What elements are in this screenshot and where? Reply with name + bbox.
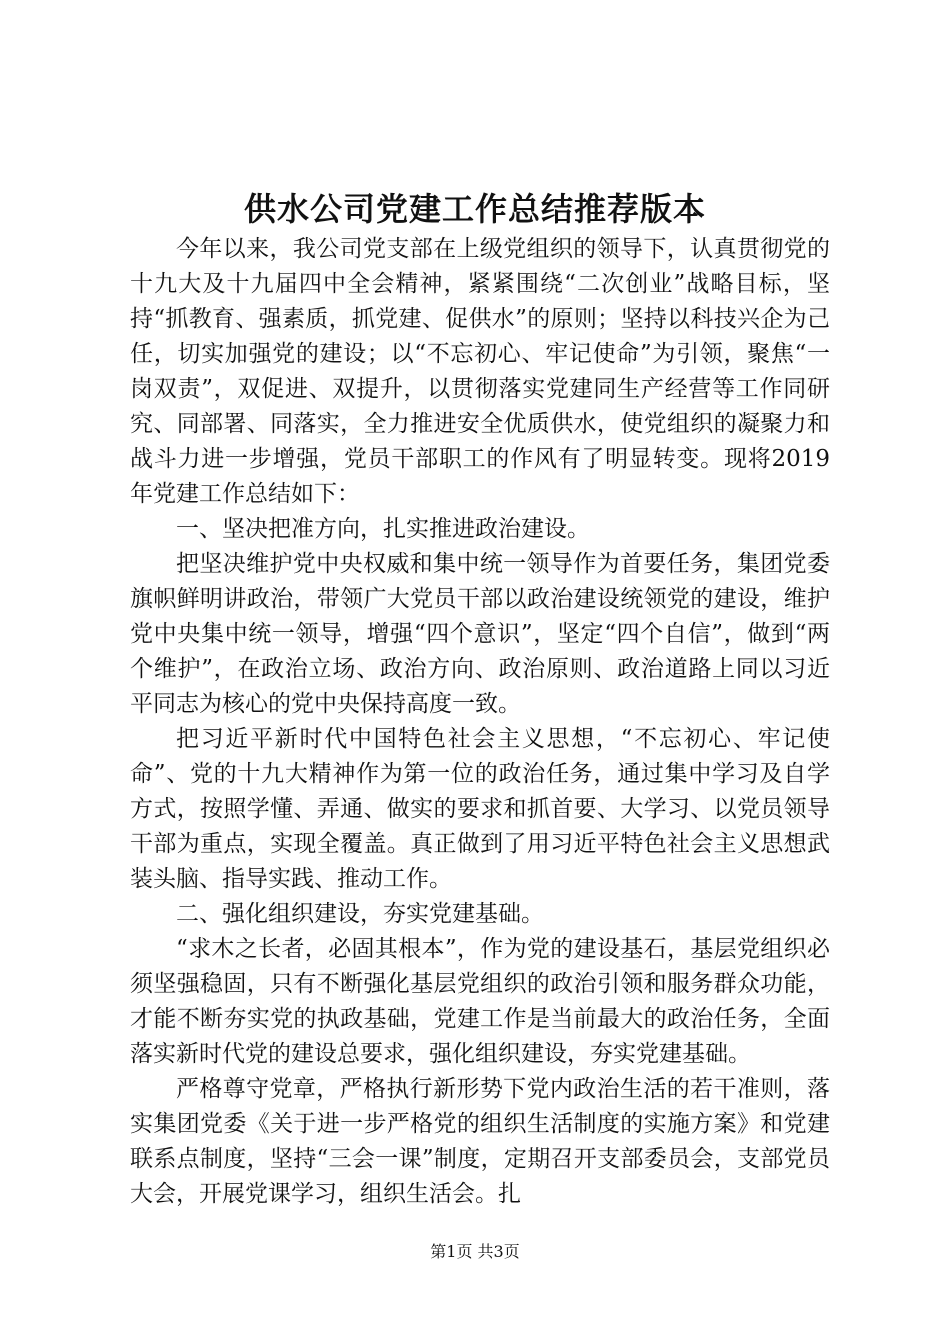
paragraph-organization-1: “求木之长者，必固其根本”，作为党的建设基石，基层党组织必须坚强稳固，只有不断强化基层党组织的政治引领和服务群众功能，才能不断夯实党的执政基础，党建工作是当前最大的政治任务，全面落实新时代党的建设总要求，强化组织建设，夯实党建基础。 [130,936,830,1067]
page-number-footer: 第1页 共3页 [430,1242,520,1261]
section-heading-1: 一、坚决把准方向，扎实推进政治建设。 [176,516,590,542]
paragraph-political-1: 把坚决维护党中央权威和集中统一领导作为首要任务，集团党委旗帜鲜明讲政治，带领广大党员干部以政治建设统领党的建设，维护党中央集中统一领导，增强“四个意识”，坚定“四个自信”，做到“两个维护”，在政治立场、政治方向、政治原则、政治道路上同以习近平同志为核心的党中央保持高度一致。 [130,551,830,717]
document-title: 供水公司党建工作总结推荐版本 [243,190,706,228]
paragraph-intro: 今年以来，我公司党支部在上级党组织的领导下，认真贯彻党的十九大及十九届四中全会精神，紧紧围绕“二次创业”战略目标，坚持“抓教育、强素质，抓党建、促供水”的原则；坚持以科技兴企为己任，切实加强党的建设；以“不忘初心、牢记使命”为引领，聚焦“一岗双责”，双促进、双提升，以贯彻落实党建同生产经营等工作同研究、同部署、同落实，全力推进安全优质供水，使党组织的凝聚力和战斗力进一步增强，党员干部职工的作风有了明显转变。现将2019年党建工作总结如下： [130,236,830,507]
paragraph-political-2: 把习近平新时代中国特色社会主义思想，“不忘初心、牢记使命”、党的十九大精神作为第一位的政治任务，通过集中学习及自学方式，按照学懂、弄通、做实的要求和抓首要、大学习、以党员领导干部为重点，实现全覆盖。真正做到了用习近平特色社会主义思想武装头脑、指导实践、推动工作。 [130,726,830,892]
document-body [130,232,830,1212]
section-heading-2: 二、强化组织建设，夯实党建基础。 [176,901,544,927]
paragraph-organization-2: 严格尊守党章，严格执行新形势下党内政治生活的若干准则，落实集团党委《关于进一步严格党的组织生活制度的实施方案》和党建联系点制度，坚持“三会一课”制度，定期召开支部委员会，支部党员大会，开展党课学习，组织生活会。扎 [130,1076,830,1207]
